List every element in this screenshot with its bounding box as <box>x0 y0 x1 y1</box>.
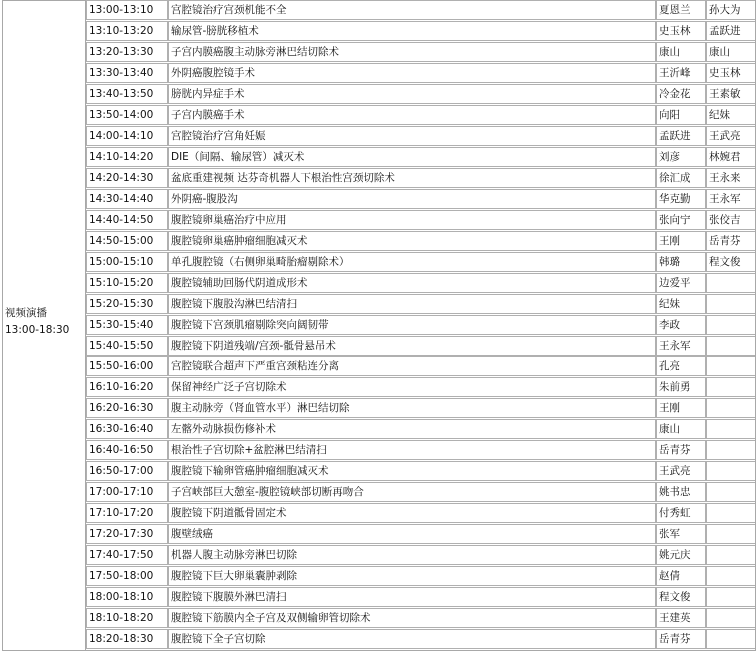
title-cell: 腹腔镜下腹膜外淋巴清扫 <box>168 587 656 607</box>
time-cell: 17:00-17:10 <box>86 482 168 502</box>
moderator-cell <box>706 545 756 565</box>
moderator-cell: 康山 <box>706 42 756 62</box>
moderator-cell: 王素敏 <box>706 84 756 104</box>
title-cell: 腹壁绒癌 <box>168 524 656 544</box>
title-cell: 子宫内膜癌手术 <box>168 105 656 125</box>
presenter-cell: 赵倩 <box>656 566 706 586</box>
table-row <box>86 63 756 83</box>
time-cell: 16:50-17:00 <box>86 461 168 481</box>
presenter-cell: 姚元庆 <box>656 545 706 565</box>
time-cell: 15:10-15:20 <box>86 273 168 293</box>
table-row <box>86 545 756 565</box>
title-cell: 盆底重建视频 达芬奇机器人下根治性宫颈切除术 <box>168 168 656 188</box>
title-cell: 保留神经广泛子宫切除术 <box>168 377 656 397</box>
time-cell: 16:20-16:30 <box>86 398 168 418</box>
time-cell: 16:30-16:40 <box>86 419 168 439</box>
presenter-cell: 史玉林 <box>656 21 706 41</box>
moderator-cell <box>706 608 756 628</box>
presenter-cell: 康山 <box>656 42 706 62</box>
presenter-cell: 程文俊 <box>656 587 706 607</box>
time-cell: 15:50-16:00 <box>86 356 168 376</box>
time-cell: 18:20-18:30 <box>86 629 168 649</box>
moderator-cell <box>706 377 756 397</box>
moderator-cell: 张佼吉 <box>706 210 756 230</box>
presenter-cell: 岳青芬 <box>656 440 706 460</box>
title-cell: 宫腔镜治疗宫角妊娠 <box>168 126 656 146</box>
title-cell: 腹主动脉旁（肾血管水平）淋巴结切除 <box>168 398 656 418</box>
time-cell: 13:10-13:20 <box>86 21 168 41</box>
table-row <box>86 252 756 272</box>
presenter-cell: 刘彦 <box>656 147 706 167</box>
time-cell: 14:30-14:40 <box>86 189 168 209</box>
presenter-cell: 纪妹 <box>656 294 706 314</box>
table-row <box>86 356 756 376</box>
title-cell: 左髂外动脉损伤修补术 <box>168 419 656 439</box>
moderator-cell <box>706 273 756 293</box>
title-cell: 宫腔镜治疗宫颈机能不全 <box>168 0 656 20</box>
moderator-cell: 孙大为 <box>706 0 756 20</box>
moderator-cell: 纪妹 <box>706 105 756 125</box>
time-cell: 13:40-13:50 <box>86 84 168 104</box>
presenter-cell: 孟跃进 <box>656 126 706 146</box>
table-row <box>86 587 756 607</box>
table-row <box>86 336 756 356</box>
moderator-cell <box>706 315 756 335</box>
time-cell: 15:20-15:30 <box>86 294 168 314</box>
presenter-cell: 王刚 <box>656 231 706 251</box>
title-cell: 机器人腹主动脉旁淋巴切除 <box>168 545 656 565</box>
moderator-cell <box>706 440 756 460</box>
table-row <box>86 0 756 20</box>
moderator-cell <box>706 336 756 356</box>
moderator-cell: 程文俊 <box>706 252 756 272</box>
section-time: 13:00-18:30 <box>5 324 70 336</box>
title-cell: 腹腔镜下腹股沟淋巴结清扫 <box>168 294 656 314</box>
presenter-cell: 华克勤 <box>656 189 706 209</box>
title-cell: 输尿管-膀胱移植术 <box>168 21 656 41</box>
table-row <box>86 608 756 628</box>
moderator-cell <box>706 482 756 502</box>
presenter-cell: 王沂峰 <box>656 63 706 83</box>
presenter-cell: 王永军 <box>656 336 706 356</box>
time-cell: 15:40-15:50 <box>86 336 168 356</box>
time-cell: 18:10-18:20 <box>86 608 168 628</box>
moderator-cell: 王永来 <box>706 168 756 188</box>
title-cell: DIE（间隔、输尿管）减灭术 <box>168 147 656 167</box>
table-row <box>86 168 756 188</box>
table-row <box>86 147 756 167</box>
time-cell: 17:10-17:20 <box>86 503 168 523</box>
title-cell: 子宫峡部巨大憩室-腹腔镜峡部切断再吻合 <box>168 482 656 502</box>
title-cell: 外阴癌腹腔镜手术 <box>168 63 656 83</box>
title-cell: 腹腔镜下巨大卵巢囊肿剥除 <box>168 566 656 586</box>
table-row <box>86 461 756 481</box>
presenter-cell: 张向宁 <box>656 210 706 230</box>
table-row <box>86 503 756 523</box>
moderator-cell: 王武亮 <box>706 126 756 146</box>
time-cell: 14:00-14:10 <box>86 126 168 146</box>
moderator-cell <box>706 629 756 649</box>
presenter-cell: 王武亮 <box>656 461 706 481</box>
table-row <box>86 189 756 209</box>
table-row <box>86 419 756 439</box>
table-row <box>86 524 756 544</box>
moderator-cell <box>706 294 756 314</box>
time-cell: 17:40-17:50 <box>86 545 168 565</box>
time-cell: 13:00-13:10 <box>86 0 168 20</box>
moderator-cell: 岳青芬 <box>706 231 756 251</box>
presenter-cell: 夏恩兰 <box>656 0 706 20</box>
presenter-cell: 边爱平 <box>656 273 706 293</box>
time-cell: 18:00-18:10 <box>86 587 168 607</box>
title-cell: 腹腔镜下输卵管癌肿瘤细胞减灭术 <box>168 461 656 481</box>
time-cell: 13:50-14:00 <box>86 105 168 125</box>
title-cell: 腹腔镜下宫颈肌瘤剔除突向阔韧带 <box>168 315 656 335</box>
time-cell: 15:30-15:40 <box>86 315 168 335</box>
table-row <box>86 566 756 586</box>
table-row <box>86 294 756 314</box>
title-cell: 单孔腹腔镜（右侧卵巢畸胎瘤剔除术） <box>168 252 656 272</box>
moderator-cell <box>706 419 756 439</box>
section-label <box>5 305 69 339</box>
table-row <box>86 42 756 62</box>
title-cell: 腹腔镜卵巢癌肿瘤细胞减灭术 <box>168 231 656 251</box>
time-cell: 13:30-13:40 <box>86 63 168 83</box>
presenter-cell: 付秀虹 <box>656 503 706 523</box>
moderator-cell <box>706 587 756 607</box>
title-cell: 腹腔镜下全子宫切除 <box>168 629 656 649</box>
presenter-cell: 康山 <box>656 419 706 439</box>
moderator-cell <box>706 524 756 544</box>
time-cell: 15:00-15:10 <box>86 252 168 272</box>
table-row <box>86 315 756 335</box>
presenter-cell: 孔亮 <box>656 356 706 376</box>
title-cell: 腹腔镜下筋膜内全子宫及双侧输卵管切除术 <box>168 608 656 628</box>
table-row <box>86 377 756 397</box>
presenter-cell: 张军 <box>656 524 706 544</box>
table-row <box>86 105 756 125</box>
moderator-cell <box>706 398 756 418</box>
time-cell: 14:10-14:20 <box>86 147 168 167</box>
presenter-cell: 徐汇成 <box>656 168 706 188</box>
time-cell: 16:10-16:20 <box>86 377 168 397</box>
moderator-cell <box>706 356 756 376</box>
title-cell: 子宫内膜癌腹主动脉旁淋巴结切除术 <box>168 42 656 62</box>
table-row <box>86 629 756 649</box>
title-cell: 膀胱内异症手术 <box>168 84 656 104</box>
moderator-cell: 王永军 <box>706 189 756 209</box>
presenter-cell: 李政 <box>656 315 706 335</box>
presenter-cell: 王刚 <box>656 398 706 418</box>
moderator-cell: 孟跃进 <box>706 21 756 41</box>
table-row <box>86 126 756 146</box>
title-cell: 腹腔镜卵巢癌治疗中应用 <box>168 210 656 230</box>
table-row <box>86 231 756 251</box>
table-row <box>86 398 756 418</box>
title-cell: 腹腔镜下阴道残端/宫颈-骶骨悬吊术 <box>168 336 656 356</box>
moderator-cell <box>706 461 756 481</box>
presenter-cell: 朱前勇 <box>656 377 706 397</box>
time-cell: 17:50-18:00 <box>86 566 168 586</box>
table-row <box>86 482 756 502</box>
section-cell <box>2 0 86 651</box>
table-row <box>86 84 756 104</box>
presenter-cell: 冷金花 <box>656 84 706 104</box>
table-row <box>86 210 756 230</box>
table-row <box>86 273 756 293</box>
moderator-cell: 史玉林 <box>706 63 756 83</box>
table-row <box>86 440 756 460</box>
section-name: 视频演播 <box>5 307 47 319</box>
title-cell: 腹腔镜下阴道骶骨固定术 <box>168 503 656 523</box>
title-cell: 外阴癌-腹股沟 <box>168 189 656 209</box>
title-cell: 腹腔镜辅助回肠代阴道成形术 <box>168 273 656 293</box>
presenter-cell: 岳青芬 <box>656 629 706 649</box>
presenter-cell: 韩璐 <box>656 252 706 272</box>
table-row <box>86 21 756 41</box>
presenter-cell: 王建英 <box>656 608 706 628</box>
moderator-cell <box>706 503 756 523</box>
title-cell: 宫腔镜联合超声下严重宫颈粘连分离 <box>168 356 656 376</box>
moderator-cell: 林婉君 <box>706 147 756 167</box>
presenter-cell: 向阳 <box>656 105 706 125</box>
title-cell: 根治性子宫切除+盆腔淋巴结清扫 <box>168 440 656 460</box>
moderator-cell <box>706 566 756 586</box>
time-cell: 17:20-17:30 <box>86 524 168 544</box>
time-cell: 16:40-16:50 <box>86 440 168 460</box>
time-cell: 13:20-13:30 <box>86 42 168 62</box>
time-cell: 14:20-14:30 <box>86 168 168 188</box>
time-cell: 14:40-14:50 <box>86 210 168 230</box>
time-cell: 14:50-15:00 <box>86 231 168 251</box>
presenter-cell: 姚书忠 <box>656 482 706 502</box>
